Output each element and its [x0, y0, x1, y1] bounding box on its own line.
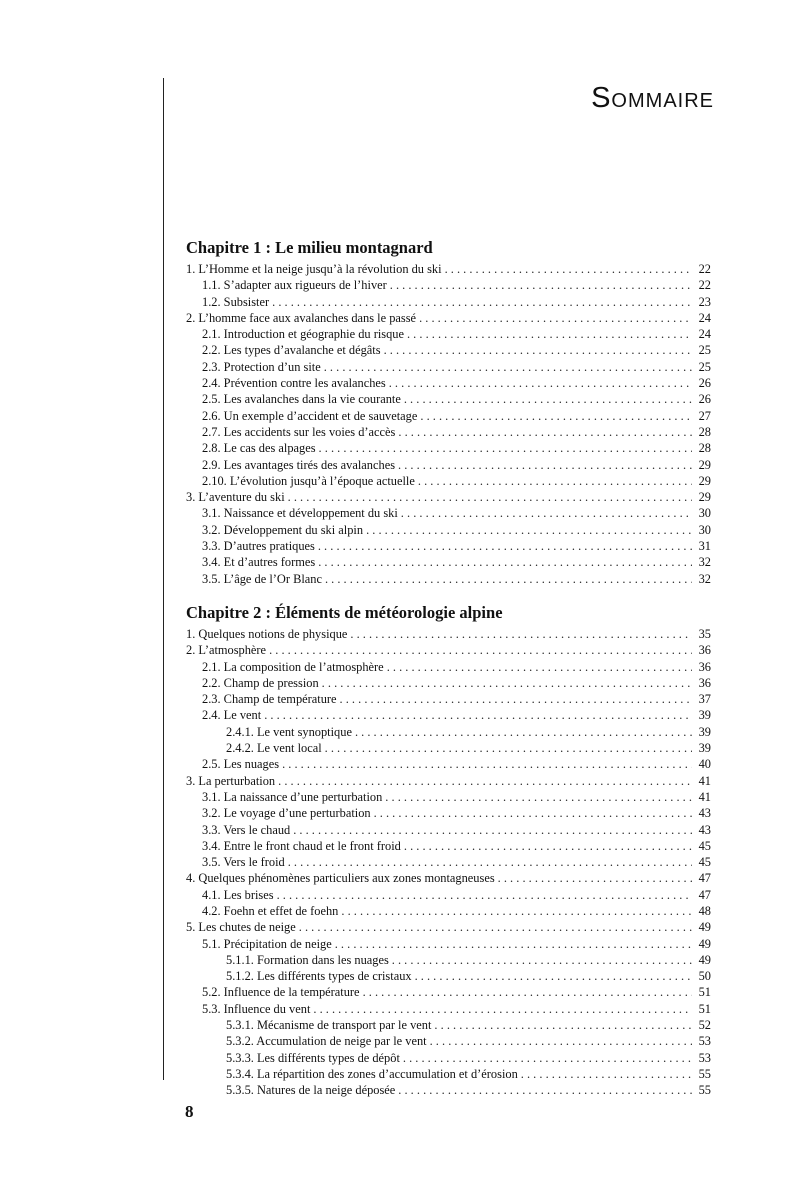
toc-entry-page: 22: [698, 278, 711, 293]
toc-entry-label: 5.3.4. La répartition des zones d’accumulation et d’érosion: [226, 1066, 518, 1081]
toc-entry: [186, 789, 711, 805]
toc-entry-page: 30: [698, 506, 711, 521]
toc-entry-label: 2.10. L’évolution jusqu’à l’époque actuelle: [202, 473, 415, 488]
toc-entry-page: 49: [698, 952, 711, 967]
toc-entry-page: 39: [698, 741, 711, 756]
dot-leader: [277, 887, 692, 903]
toc-entry-page: 23: [698, 294, 711, 309]
toc-entry: [186, 1066, 711, 1082]
toc-entry: [186, 440, 711, 456]
toc-entry-label: 1. Quelques notions de physique: [186, 626, 348, 641]
toc-entry-label: 2.6. Un exemple d’accident et de sauvetage: [202, 408, 418, 423]
toc-entry-label: 4. Quelques phénomènes particuliers aux zones montagneuses: [186, 871, 495, 886]
toc-entry: [186, 659, 711, 675]
toc-entry: [186, 489, 711, 505]
toc-entry: [186, 294, 711, 310]
toc-entry-page: 53: [698, 1034, 711, 1049]
toc-entry: [186, 952, 711, 968]
toc-entry-page: 29: [698, 490, 711, 505]
toc-entry: [186, 408, 711, 424]
toc-entry-page: 27: [698, 408, 711, 423]
toc-entry-label: 5.2. Influence de la température: [202, 985, 360, 1000]
toc-entry: [186, 691, 711, 707]
toc-entry: [186, 310, 711, 326]
toc-entry-page: 35: [698, 626, 711, 641]
toc-entry-label: 5.3. Influence du vent: [202, 1001, 311, 1016]
toc-entry-page: 36: [698, 675, 711, 690]
toc-entry-page: 29: [698, 457, 711, 472]
dot-leader: [355, 724, 692, 740]
toc-entry-page: 55: [698, 1066, 711, 1081]
toc-entry-label: 2.4.2. Le vent local: [226, 741, 322, 756]
toc-entry-label: 3.5. L’âge de l’Or Blanc: [202, 571, 322, 586]
toc-entry-page: 29: [698, 473, 711, 488]
toc-entry-label: 4.2. Foehn et effet de foehn: [202, 903, 339, 918]
chapter-title: Chapitre 1 : Le milieu montagnard: [186, 238, 433, 257]
toc-entry-label: 2.4. Prévention contre les avalanches: [202, 376, 386, 391]
toc-entry-label: 1.1. S’adapter aux rigueurs de l’hiver: [202, 278, 387, 293]
toc-entry-page: 49: [698, 936, 711, 951]
toc-entry-label: 4.1. Les brises: [202, 887, 274, 902]
toc-entry: [186, 822, 711, 838]
dot-leader: [374, 805, 692, 821]
toc-entry: [186, 359, 711, 375]
toc-entry: [186, 870, 711, 886]
toc-entry-label: 3.4. Et d’autres formes: [202, 555, 316, 570]
toc-entry-page: 39: [698, 708, 711, 723]
dot-leader: [434, 1017, 692, 1033]
toc-entry-label: 3.1. Naissance et développement du ski: [202, 506, 398, 521]
toc-entry-page: 43: [698, 806, 711, 821]
toc-entry-label: 2.2. Les types d’avalanche et dégâts: [202, 343, 381, 358]
toc-entry-page: 26: [698, 376, 711, 391]
toc-entry-label: 5.1.2. Les différents types de cristaux: [226, 969, 412, 984]
margin-rule: [163, 78, 164, 1080]
dot-leader: [269, 642, 692, 658]
dot-leader: [401, 505, 692, 521]
chapter-1-entries: [186, 261, 711, 587]
dot-leader: [398, 424, 692, 440]
toc-entry: [186, 391, 711, 407]
toc-entry: [186, 756, 711, 772]
toc-entry-label: 2.3. Protection d’un site: [202, 359, 321, 374]
toc-entry-page: 47: [698, 871, 711, 886]
toc-entry-label: 3.3. Vers le chaud: [202, 822, 291, 837]
toc-entry-label: 5.3.2. Accumulation de neige par le vent: [226, 1034, 427, 1049]
toc-entry: [186, 326, 711, 342]
toc-entry: [186, 919, 711, 935]
toc-entry: [186, 642, 711, 658]
dot-leader: [282, 756, 692, 772]
toc-entry: [186, 522, 711, 538]
toc-entry-label: 2.4. Le vent: [202, 708, 262, 723]
toc-entry: [186, 675, 711, 691]
dot-leader: [264, 707, 692, 723]
dot-leader: [322, 675, 692, 691]
toc-entry-label: 2.9. Les avantages tirés des avalanches: [202, 457, 396, 472]
toc-entry-label: 2.1. La composition de l’atmosphère: [202, 659, 384, 674]
toc-entry-label: 3.5. Vers le froid: [202, 855, 285, 870]
toc-entry-page: 39: [698, 724, 711, 739]
page-number: 8: [185, 1102, 194, 1121]
toc-entry-page: 41: [698, 773, 711, 788]
dot-leader: [293, 822, 692, 838]
toc-entry: [186, 984, 711, 1000]
toc-entry-page: 52: [698, 1018, 711, 1033]
dot-leader: [445, 261, 692, 277]
dot-leader: [387, 659, 692, 675]
toc-entry: [186, 342, 711, 358]
dot-leader: [404, 391, 692, 407]
toc-entry-label: 2. L’homme face aux avalanches dans le passé: [186, 310, 417, 325]
toc-entry: [186, 424, 711, 440]
toc-entry: [186, 773, 711, 789]
toc-entry-page: 28: [698, 441, 711, 456]
toc-entry-label: 3. L’aventure du ski: [186, 490, 285, 505]
toc-entry-label: 1.2. Subsister: [202, 294, 270, 309]
dot-leader: [325, 740, 692, 756]
toc-entry-label: 5.3.5. Natures de la neige déposée: [226, 1083, 396, 1098]
dot-leader: [325, 571, 692, 587]
dot-leader: [389, 375, 692, 391]
toc-entry-page: 24: [698, 310, 711, 325]
toc-entry-page: 25: [698, 343, 711, 358]
dot-leader: [521, 1066, 692, 1082]
toc-entry: [186, 571, 711, 587]
toc-entry-page: 43: [698, 822, 711, 837]
chapter-2-entries: [186, 626, 711, 1099]
dot-leader: [319, 440, 692, 456]
toc-entry-page: 45: [698, 855, 711, 870]
dot-leader: [407, 326, 692, 342]
toc-entry-page: 40: [698, 757, 711, 772]
toc-entry: [186, 1033, 711, 1049]
toc-entry: [186, 724, 711, 740]
dot-leader: [288, 489, 692, 505]
toc-entry-label: 5. Les chutes de neige: [186, 920, 296, 935]
dot-leader: [398, 457, 692, 473]
toc-entry-page: 28: [698, 424, 711, 439]
toc-entry-page: 48: [698, 903, 711, 918]
toc-entry-label: 3.1. La naissance d’une perturbation: [202, 789, 383, 804]
dot-leader: [350, 626, 692, 642]
chapter-title: Chapitre 2 : Éléments de météorologie alpine: [186, 602, 503, 622]
toc-entry-label: 2.5. Les nuages: [202, 757, 280, 772]
toc-entry-label: 3.4. Entre le front chaud et le front froid: [202, 838, 401, 853]
toc-entry-page: 50: [698, 969, 711, 984]
dot-leader: [498, 870, 692, 886]
toc-entry-page: 36: [698, 659, 711, 674]
dot-leader: [278, 773, 692, 789]
dot-leader: [340, 691, 692, 707]
toc-entry: [186, 1001, 711, 1017]
dot-leader: [415, 968, 692, 984]
toc-entry-page: 49: [698, 920, 711, 935]
toc-entry: [186, 1017, 711, 1033]
dot-leader: [420, 408, 692, 424]
toc-entry: [186, 805, 711, 821]
toc-entry: [186, 1050, 711, 1066]
dot-leader: [419, 310, 692, 326]
toc-entry-label: 2.1. Introduction et géographie du risque: [202, 327, 404, 342]
toc-entry: [186, 854, 711, 870]
toc-entry-label: 2.4.1. Le vent synoptique: [226, 724, 352, 739]
dot-leader: [324, 359, 692, 375]
toc-entry-label: 3.2. Développement du ski alpin: [202, 522, 364, 537]
toc-entry-label: 5.1.1. Formation dans les nuages: [226, 952, 389, 967]
dot-leader: [288, 854, 692, 870]
page-title: Sommaire: [591, 82, 714, 114]
toc-entry-page: 45: [698, 838, 711, 853]
dot-leader: [335, 936, 692, 952]
toc-entry: [186, 1082, 711, 1098]
toc-entry-page: 37: [698, 692, 711, 707]
toc-entry-page: 26: [698, 392, 711, 407]
toc-entry-page: 36: [698, 643, 711, 658]
dot-leader: [366, 522, 692, 538]
toc-entry-page: 30: [698, 522, 711, 537]
toc-entry-label: 3.3. D’autres pratiques: [202, 539, 315, 554]
toc-entry: [186, 968, 711, 984]
toc-entry-label: 3.2. Le voyage d’une perturbation: [202, 806, 371, 821]
toc-entry-page: 51: [698, 1001, 711, 1016]
toc-entry: [186, 838, 711, 854]
dot-leader: [318, 538, 692, 554]
dot-leader: [418, 473, 692, 489]
dot-leader: [392, 952, 692, 968]
dot-leader: [299, 919, 692, 935]
toc-entry-page: 22: [698, 262, 711, 276]
toc-entry-page: 32: [698, 571, 711, 586]
toc-entry-label: 5.3.1. Mécanisme de transport par le vent: [226, 1018, 432, 1033]
dot-leader: [430, 1033, 692, 1049]
toc-entry-page: 31: [698, 539, 711, 554]
chapter-2: [186, 601, 711, 1099]
toc-entry-label: 2.7. Les accidents sur les voies d’accès: [202, 424, 396, 439]
toc-entry: [186, 375, 711, 391]
dot-leader: [313, 1001, 692, 1017]
dot-leader: [363, 984, 692, 1000]
toc-entry-page: 41: [698, 789, 711, 804]
toc-entry-label: 1. L’Homme et la neige jusqu’à la révolution du ski: [186, 262, 442, 276]
toc-entry: [186, 554, 711, 570]
chapter-1: [186, 236, 711, 587]
toc-entry-label: 2.3. Champ de température: [202, 692, 337, 707]
dot-leader: [403, 1050, 692, 1066]
toc-entry-page: 24: [698, 327, 711, 342]
toc-entry-label: 5.3.3. Les différents types de dépôt: [226, 1050, 400, 1065]
toc-entry-label: 5.1. Précipitation de neige: [202, 936, 332, 951]
toc-entry: [186, 538, 711, 554]
toc-entry: [186, 457, 711, 473]
dot-leader: [385, 789, 692, 805]
toc-entry: [186, 936, 711, 952]
toc-entry: [186, 626, 711, 642]
dot-leader: [404, 838, 692, 854]
toc-entry-page: 55: [698, 1083, 711, 1098]
table-of-contents: [186, 236, 711, 1099]
toc-entry: [186, 277, 711, 293]
toc-entry-label: 2.5. Les avalanches dans la vie courante: [202, 392, 401, 407]
toc-entry: [186, 505, 711, 521]
dot-leader: [341, 903, 692, 919]
toc-entry: [186, 740, 711, 756]
dot-leader: [318, 554, 692, 570]
toc-entry-page: 51: [698, 985, 711, 1000]
toc-entry: [186, 261, 711, 277]
dot-leader: [390, 277, 692, 293]
toc-entry: [186, 707, 711, 723]
toc-entry-label: 2.2. Champ de pression: [202, 675, 319, 690]
toc-entry-page: 47: [698, 887, 711, 902]
dot-leader: [384, 342, 692, 358]
dot-leader: [398, 1082, 692, 1098]
toc-entry-page: 32: [698, 555, 711, 570]
toc-entry-label: 3. La perturbation: [186, 773, 276, 788]
toc-entry-label: 2. L’atmosphère: [186, 643, 267, 658]
toc-entry-page: 25: [698, 359, 711, 374]
toc-entry-page: 53: [698, 1050, 711, 1065]
toc-entry: [186, 887, 711, 903]
dot-leader: [272, 294, 692, 310]
toc-entry: [186, 473, 711, 489]
toc-entry-label: 2.8. Le cas des alpages: [202, 441, 316, 456]
toc-entry: [186, 903, 711, 919]
